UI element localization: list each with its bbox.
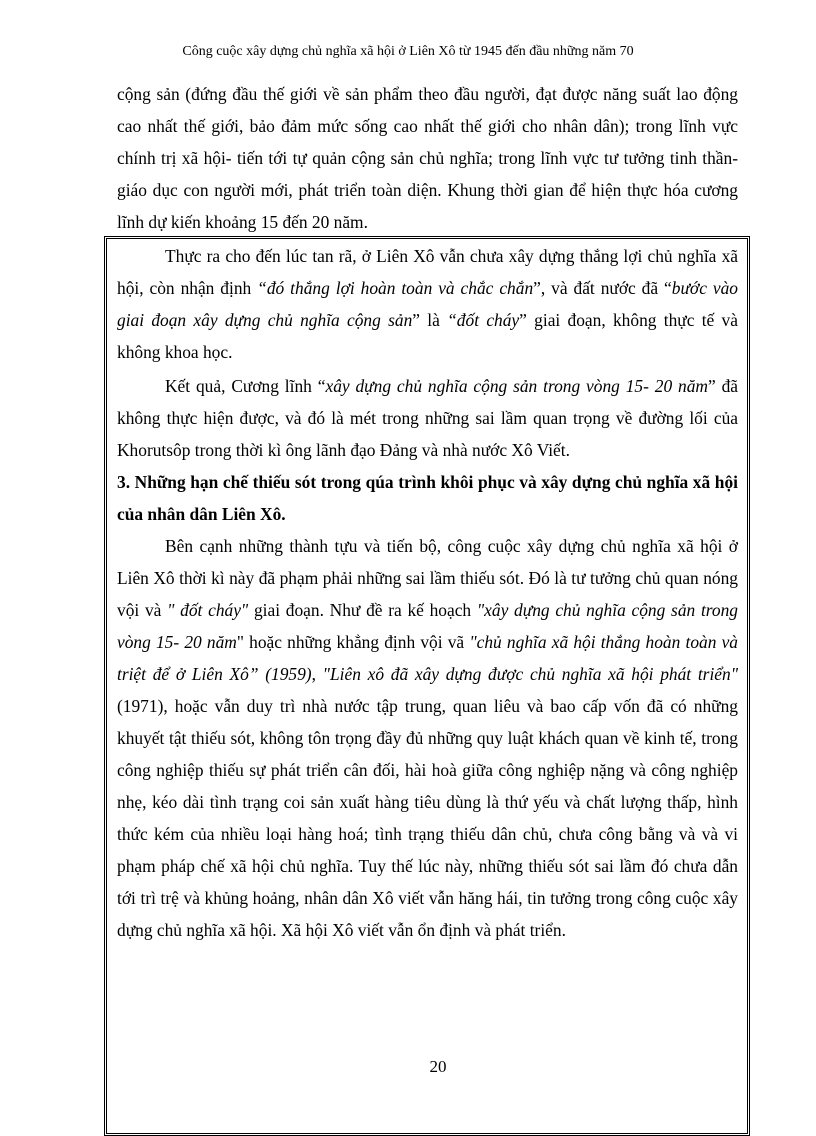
p1-quote-3: “đốt cháy (447, 310, 520, 330)
p3-text-5: (1971), hoặc vẫn duy trì nhà nước tập trung, quan liêu và bao cấp vốn đã có những khuyết tật thiếu sót, không tôn trọng đầy đủ những quy luật khách quan về kinh tế, trong công nghiệp thiếu sự phát triển cân đối, hài hoà giữa công nghiệp nặng và công nghiệp nhẹ, kéo dài tình trạng coi sản xuất hàng tiêu dùng là thứ yếu và chất lượng thấp, hình thức kém của nhiều loại hàng hoá; tình trạng thiếu dân chủ, chưa công bằng và và vi phạm pháp chế xã hội chủ nghĩa. Tuy thế lúc này, những thiếu sót sai lầm đó chưa dẫn tới trì trệ và khủng hoảng, nhân dân Xô viết vẫn hăng hái, tin tưởng trong công cuộc xây dựng chủ nghĩa xã hội. Xã hội Xô viết vẫn ổn định và phát triển. (117, 696, 738, 940)
p3-quote-4: "Liên xô đã xây dựng được chủ nghĩa xã hội phát triển" (322, 664, 738, 684)
p3-text-3: " hoặc những khẳng định vội vã (236, 632, 470, 652)
p2-text-1: Kết quả, Cương lĩnh “ (165, 376, 326, 396)
p3-quote-1: " đốt cháy" (167, 600, 249, 620)
page-number: 20 (429, 1057, 447, 1076)
top-paragraph: cộng sản (đứng đầu thế giới về sản phẩm theo đầu người, đạt được năng suất lao động cao nhất thế giới, bảo đảm mức sống cao nhất thế giới cho nhân dân); trong lĩnh vực chính trị xã hội- tiến tới tự quản cộng sản chủ nghĩa; trong lĩnh vực tư tưởng tinh thần- giáo dục con người mới, phát triển toàn diện. Khung thời gian để hiện thực hóa cương lĩnh dự kiến khoảng 15 đến 20 năm. (117, 84, 738, 232)
running-header: Công cuộc xây dựng chủ nghĩa xã hội ở Liên Xô từ 1945 đến đầu những năm 70 (182, 44, 634, 59)
p1-quote-2: bước vào giai đoạn xây dựng chủ nghĩa cộng sản (117, 278, 738, 330)
p3-text-1: Bên cạnh những thành tựu và tiến bộ, công cuộc xây dựng chủ nghĩa xã hội ở Liên Xô thời kì này đã phạm phải những sai lầm thiếu sót. Đó là tư tưởng chủ quan nóng vội và (117, 536, 738, 620)
p1-quote-1: “đó thắng lợi hoàn toàn và chắc chắn (257, 278, 534, 298)
p2-quote-1: xây dựng chủ nghĩa cộng sản trong vòng 15- 20 năm (325, 376, 708, 396)
p3-text-2: giai đoạn. Như đề ra kế hoạch (248, 600, 477, 620)
p1-text-3: ” là (412, 310, 448, 330)
p3-text-4: , (311, 664, 323, 684)
section-heading: 3. Những hạn chế thiếu sót trong qúa trình khôi phục và xây dựng chủ nghĩa xã hội của nhân dân Liên Xô. (117, 472, 738, 524)
p1-text-2: ”, và đất nước đã “ (533, 278, 672, 298)
p1-text-4: ” giai đoạn, không thực tế và không khoa học. (117, 310, 738, 362)
paragraph-2 (117, 370, 738, 466)
paragraph-1 (117, 240, 738, 368)
paragraph-3 (117, 530, 738, 946)
p3-quote-2: "xây dựng chủ nghĩa cộng sản trong vòng 15- 20 năm (117, 600, 738, 652)
p1-text-1: Thực ra cho đến lúc tan rã, ở Liên Xô vẫn chưa xây dựng thắng lợi chủ nghĩa xã hội, còn nhận định (117, 246, 738, 298)
p2-text-2: ” đã không thực hiện được, và đó là mét trong những sai lầm quan trọng về đường lối của Khorutsôp trong thời kì ông lãnh đạo Đảng và nhà nước Xô Viết. (117, 376, 739, 460)
p3-quote-3: "chủ nghĩa xã hội thắng hoàn toàn và triệt để ở Liên Xô” (1959) (117, 632, 739, 684)
